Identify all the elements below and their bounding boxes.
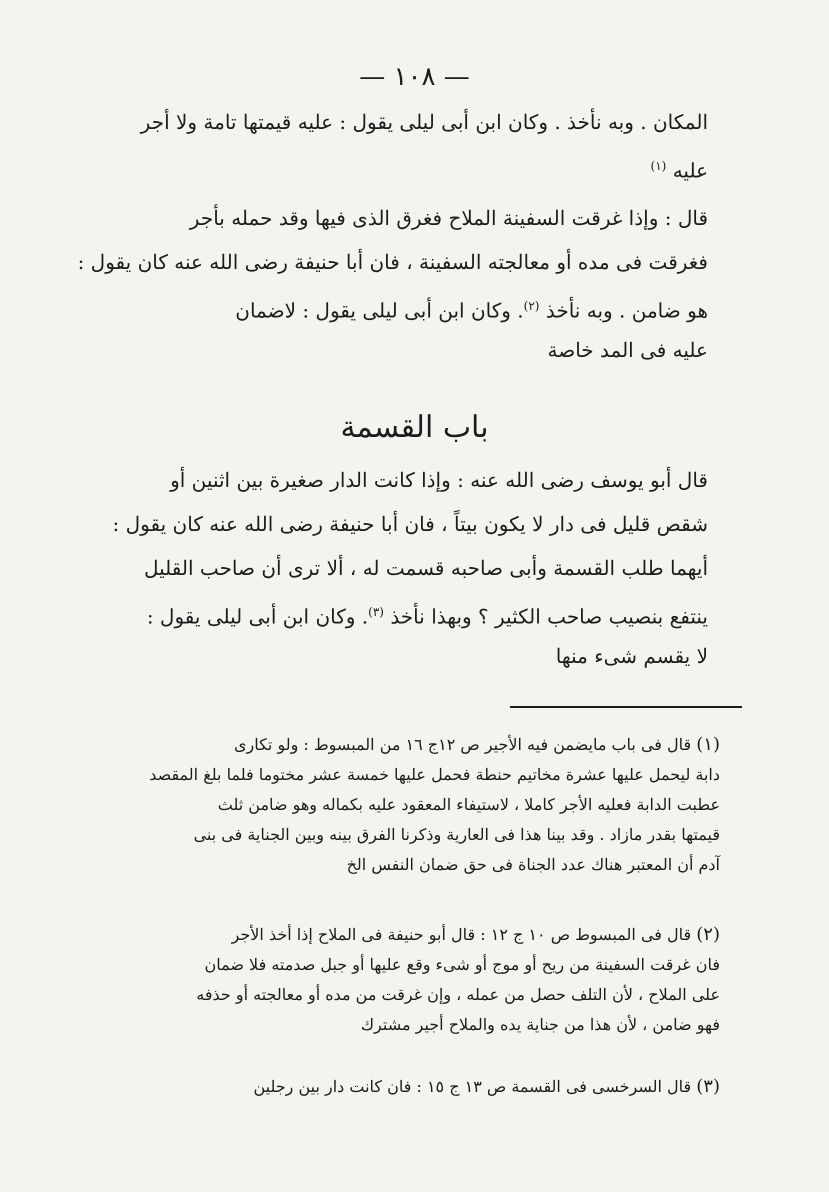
text-segment: عليه [672, 158, 708, 183]
page-number: — ١٠٨ — [359, 62, 470, 92]
paragraph-division [112, 458, 708, 678]
text-line: المكان . وبه نأخذ . وكان ابن أبى ليلى يقول : عليه قيمتها تامة ولا أجر [140, 110, 708, 134]
chapter-heading: باب القسمة [340, 410, 489, 445]
footnote-marker: (٣) [696, 1076, 720, 1097]
text-line: لا يقسم شىء منها [555, 644, 708, 668]
text-line [148, 284, 708, 328]
footnote-ref-2: (٢) [523, 299, 540, 313]
footnote-ref-3: (٣) [368, 605, 384, 619]
footnote-line: على الملاح ، لأن التلف حصل من عمله ، وإن غرقت من مده أو معالجته أو حذفه [196, 985, 720, 1004]
text-segment: قال فى المبسوط ص ١٠ ج ١٢ : قال أبو حنيفة فى الملاح إذا أخذ الأجر [231, 925, 692, 944]
text-segment: هو ضامن . وبه نأخذ [545, 298, 708, 323]
text-segment: قال السرخسى فى القسمة ص ١٣ ج ١٥ : فان كانت دار بين رجلين [253, 1077, 692, 1096]
footnote-line [165, 920, 720, 950]
text-line: قال : وإذا غرقت السفينة الملاح فغرق الذى فيها وقد حمله بأجر [189, 206, 708, 230]
text-segment: . وكان ابن أبى ليلى يقول : لاضمان [235, 298, 524, 323]
footnote-line: آدم أن المعتبر هناك عدد الجناة فى حق ضمان النفس الخ [346, 855, 720, 874]
footnote-line: فهو ضامن ، لأن هذا من جناية يده والملاح أجير مشترك [360, 1015, 720, 1034]
footnote-2 [165, 920, 720, 1040]
footnote-ref-1: (١) [650, 159, 667, 173]
footnote-line [165, 730, 720, 760]
footnote-line: قيمتها بقدر مازاد . وقد بينا هذا فى العارية وذكرنا الفرق بينه وبين الجناية فى بنى [193, 825, 720, 844]
footnote-line: دابة ليحمل عليها عشرة مخاتيم حنطة فحمل عليها خمسة عشر مختوما فلما بلغ المقصد [149, 765, 720, 784]
text-line: فغرقت فى مده أو معالجته السفينة ، فان أبا حنيفة رضى الله عنه كان يقول : [77, 250, 708, 274]
paragraph-ship-sinking [77, 196, 708, 372]
footnote-marker: (٢) [696, 924, 720, 945]
text-segment: ينتفع بنصيب صاحب الكثير ؟ وبهذا نأخذ [390, 604, 708, 629]
text-segment: قال فى باب مايضمن فيه الأجير ص ١٢ج ١٦ من المبسوط : ولو تكارى [233, 735, 692, 754]
text-line [148, 144, 708, 188]
footnote-line: فان غرقت السفينة من ريح أو موج أو شىء وقع عليها أو جبل صدمته فلا ضمان [204, 955, 720, 974]
text-line: عليه فى المد خاصة [547, 338, 708, 362]
text-line: أيهما طلب القسمة وأبى صاحبه قسمت له ، ألا ترى أن صاحب القليل [144, 556, 708, 580]
footnote-1 [149, 730, 720, 880]
text-line: قال أبو يوسف رضى الله عنه : وإذا كانت الدار صغيرة بين اثنين أو [170, 468, 708, 492]
footnote-3 [165, 1072, 720, 1102]
text-line [148, 590, 708, 634]
footnote-marker: (١) [696, 734, 720, 755]
text-segment: . وكان ابن أبى ليلى يقول : [146, 604, 369, 629]
paragraph-continuation [140, 100, 708, 188]
footnote-line [165, 1072, 720, 1102]
footnote-separator [510, 706, 742, 708]
text-line: شقص قليل فى دار لا يكون بيتاً ، فان أبا حنيفة رضى الله عنه كان يقول : [112, 512, 708, 536]
footnote-line: عطبت الدابة فعليه الأجر كاملا ، لاستيفاء المعقود عليه بكماله وهو ضامن ثلث [217, 795, 720, 814]
